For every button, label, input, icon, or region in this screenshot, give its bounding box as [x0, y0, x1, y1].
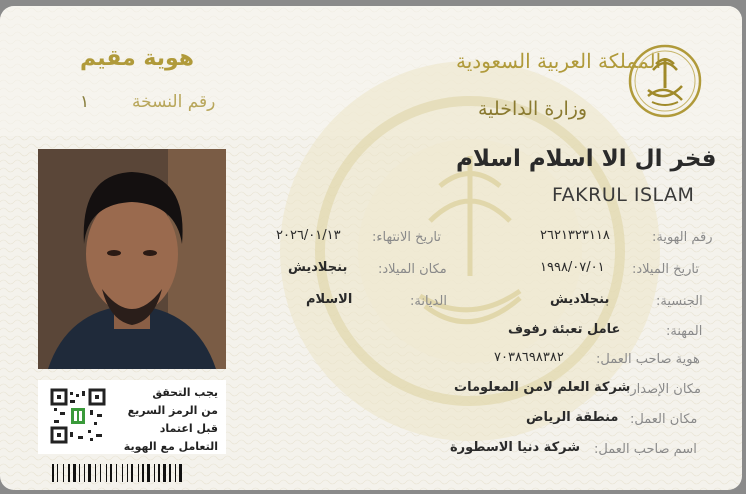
employer-name-value: شركة دنيا الاسطورة — [450, 440, 580, 455]
nationality-label: الجنسية: — [656, 294, 703, 309]
barcode-bar — [68, 464, 70, 482]
copy-number-label: رقم النسخة — [132, 92, 216, 112]
religion-value: الاسلام — [306, 292, 353, 307]
nationality-value: بنجلاديش — [550, 292, 610, 307]
id-number-label: رقم الهوية: — [652, 230, 713, 245]
barcode-bar — [100, 464, 101, 482]
barcode-bar — [106, 464, 107, 482]
dob-value: ١٩٩٨/٠٧/٠١ — [540, 260, 605, 275]
saudi-emblem-icon — [628, 44, 702, 118]
verification-line-2: من الرمز السريع — [127, 404, 218, 417]
barcode-bar — [163, 464, 166, 482]
expiry-label: تاريخ الانتهاء: — [372, 230, 442, 245]
verification-box — [38, 380, 226, 454]
barcode-bar — [57, 464, 58, 482]
employer-id-label: هوية صاحب العمل: — [596, 352, 700, 367]
barcode-bar — [88, 464, 91, 482]
expiry-value: ٢٠٢٦/٠١/١٣ — [276, 228, 341, 243]
barcode-bar — [116, 464, 117, 482]
barcode-bar — [73, 464, 76, 482]
occupation-value: عامل تعبئة رفوف — [508, 322, 621, 337]
barcode-bar — [138, 464, 139, 482]
issue-place-value: شركة العلم لامن المعلومات — [454, 380, 631, 395]
barcode-bar — [147, 464, 150, 482]
birthplace-value: بنجلاديش — [288, 260, 348, 275]
religion-label: الديانة: — [410, 294, 447, 309]
employer-name-label: اسم صاحب العمل: — [594, 442, 697, 457]
barcode — [52, 464, 224, 482]
occupation-label: المهنة: — [666, 324, 703, 339]
verification-line-1: يجب التحقق — [152, 386, 218, 399]
barcode-bar — [79, 464, 80, 482]
id-number-value: ٢٦٢١٣٢٣١١٨ — [540, 228, 610, 243]
card-title: هوية مقيم — [80, 46, 194, 71]
barcode-bar — [84, 464, 85, 482]
barcode-bar — [154, 464, 155, 482]
verification-line-3: قبل اعتماد — [159, 422, 218, 435]
barcode-bar — [127, 464, 128, 482]
copy-number-value: ١ — [80, 92, 90, 112]
dob-label: تاريخ الميلاد: — [632, 262, 699, 277]
barcode-bar — [169, 464, 171, 482]
barcode-bar — [122, 464, 123, 482]
residence-id-card — [0, 6, 742, 490]
kingdom-name: المملكة العربية السعودية — [456, 49, 662, 73]
holder-name-arabic: فخر ال الا اسلام اسلام — [456, 146, 717, 172]
barcode-bar — [175, 464, 176, 482]
work-place-value: منطقة الرياض — [526, 410, 619, 425]
verification-line-4: التعامل مع الهوية — [123, 440, 218, 453]
holder-photo — [38, 149, 226, 369]
barcode-bar — [142, 464, 144, 482]
employer-id-value: ٧٠٣٨٦٩٨٣٨٢ — [494, 350, 564, 365]
qr-code-icon[interactable] — [50, 388, 106, 444]
ministry-name: وزارة الداخلية — [478, 98, 588, 120]
holder-name-english: FAKRUL ISLAM — [552, 184, 695, 206]
verification-note — [124, 384, 218, 456]
barcode-bar — [131, 464, 133, 482]
barcode-bar — [52, 464, 54, 482]
barcode-bar — [179, 464, 182, 482]
barcode-bar — [63, 464, 64, 482]
barcode-bar — [110, 464, 112, 482]
work-place-label: مكان العمل: — [630, 412, 698, 427]
barcode-bar — [95, 464, 96, 482]
birthplace-label: مكان الميلاد: — [378, 262, 447, 277]
issue-place-label: مكان الإصدار: — [626, 382, 701, 397]
barcode-bar — [158, 464, 160, 482]
